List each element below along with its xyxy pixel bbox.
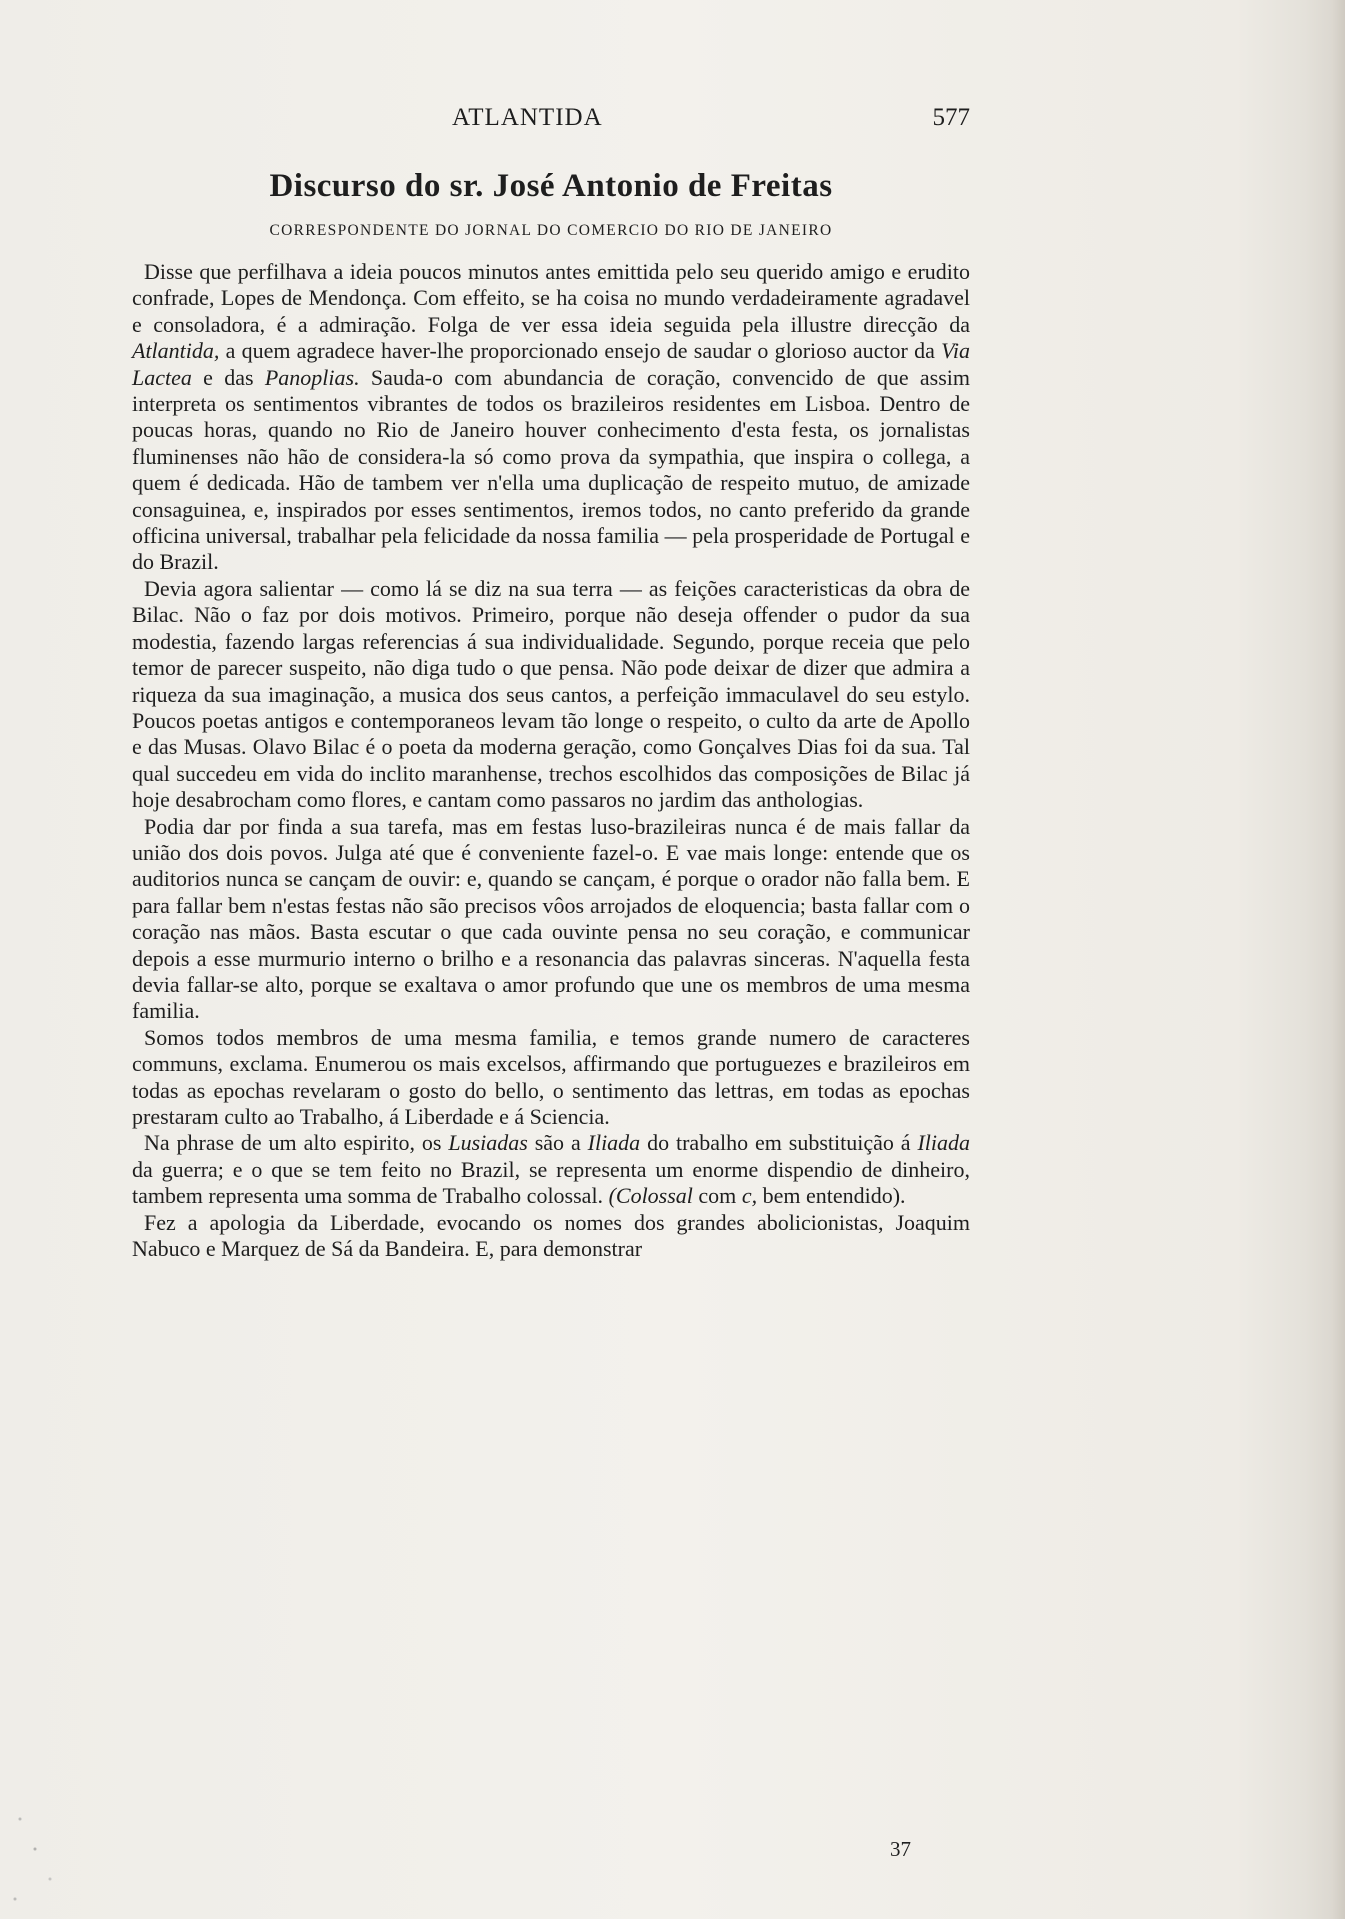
italic-run: Via Lactea [132,338,970,390]
text-run: bem entendido). [757,1183,906,1209]
paragraph-5 [132,1130,970,1209]
italic-run: Lusiadas [448,1130,528,1156]
italic-run: Panoplias. [264,364,360,390]
paragraph-3: Podia dar por finda a sua tarefa, mas em festas luso-brazileiras nunca é de mais fallar da união dos dois povos. Julga até que é conveniente fazel-o. E vae mais longe: entende que os auditorios nunca se cançam de ouvir: e, quando se cançam, é porque o orador não falla bem. E para fallar bem n'estas festas não são precisos vôos arrojados de eloquencia; basta fallar com o coração nas mãos. Basta escutar o que cada ouvinte pensa no seu coração, e communicar depois a esse murmurio interno o brilho e a resonancia das palavras sinceras. N'aquella festa devia fallar-se alto, porque se exaltava o amor profundo que une os membros de uma mesma familia. [132,813,970,1024]
text-run: e das [191,364,265,390]
paragraph-4: Somos todos membros de uma mesma familia, e temos grande numero de caracteres communs, exclama. Enumerou os mais excelsos, affirmando que portuguezes e brazileiros em todas as epochas revelaram o gosto do bello, o sentimento das lettras, em todas as epochas prestaram culto ao Trabalho, á Liberdade e á Sciencia. [132,1024,970,1129]
text-run: Sauda-o com abundancia de coração, convencido de que assim interpreta os sentimentos vibrantes de todos os brazileiros residentes em Lisboa. Dentro de poucas horas, quando no Rio de Janeiro houver conhecimento d'esta festa, os jornalistas fluminenses não hão de considera-la só como prova da sympathia, que inspira o collega, a quem é dedicada. Hão de tambem ver n'ella uma duplicação de respeito mutuo, de amizade consaguinea, e, inspirados por esses sentimentos, iremos todos, no canto preferido da grande officina universal, trabalhar pela felicidade da nossa familia — pela prosperidade de Portugal e do Brazil. [132,364,970,575]
signature-mark: 37 [890,1837,911,1861]
paper-speckles [0,1779,80,1919]
text-run: Disse que perfilhava a ideia poucos minutos antes emittida pelo seu querido amigo e erudito confrade, Lopes de Mendonça. Com effeito, se ha coisa no mundo verdadeiramente agradavel e consoladora, é a admiração. Folga de ver essa ideia seguida pela illustre direcção da [132,259,970,337]
text-run: com [692,1183,742,1209]
page-number: 577 [932,104,970,131]
text-run: do trabalho em substituição á [640,1130,918,1156]
article-subtitle: CORRESPONDENTE DO JORNAL DO COMERCIO DO RIO DE JANEIRO [269,222,833,239]
running-header [132,104,970,138]
text-run: Na phrase de um alto espirito, os [144,1130,449,1156]
running-title: ATLANTIDA [452,104,603,131]
paragraph-2: Devia agora salientar — como lá se diz na sua terra — as feições caracteristicas da obra de Bilac. Não o faz por dois motivos. Primeiro, porque não deseja offender o pudor da sua modestia, fazendo largas referencias á sua individualidade. Segundo, porque receia que pelo temor de parecer suspeito, não diga tudo o que pensa. Não pode deixar de dizer que admira a riqueza da sua imaginação, a musica dos seus cantos, a perfeição immaculavel do seu estylo. Poucos poetas antigos e contemporaneos levam tão longe o respeito, o culto da arte de Apollo e das Musas. Olavo Bilac é o poeta da moderna geração, como Gonçalves Dias foi da sua. Tal qual succedeu em vida do inclito maranhense, trechos escolhidos das composições de Bilac já hoje desabrocham como flores, e cantam como passaros no jardim das anthologias. [132,575,970,813]
italic-run: c, [741,1183,758,1209]
italic-run: Atlantida, [132,338,220,364]
text-run: a quem agradece haver-lhe proporcionado ensejo de saudar o glorioso auctor da [219,338,942,364]
italic-run: Iliada [587,1130,641,1156]
text-run: são a [527,1130,588,1156]
paragraph-6: Fez a apologia da Liberdade, evocando os nomes dos grandes abolicionistas, Joaquim Nabuco e Marquez de Sá da Bandeira. E, para demonstrar [132,1209,970,1262]
italic-run: (Colossal [608,1183,693,1209]
page-edge [1331,0,1345,1919]
text-run: da guerra; e o que se tem feito no Brazil, se representa um enorme dispendio de dinheiro, tambem representa uma somma de Trabalho colossal. [132,1156,970,1209]
article-body [132,259,970,1262]
article-title: Discurso do sr. José Antonio de Freitas [269,168,833,204]
italic-run: Iliada [917,1130,970,1156]
paragraph-1 [132,259,970,576]
